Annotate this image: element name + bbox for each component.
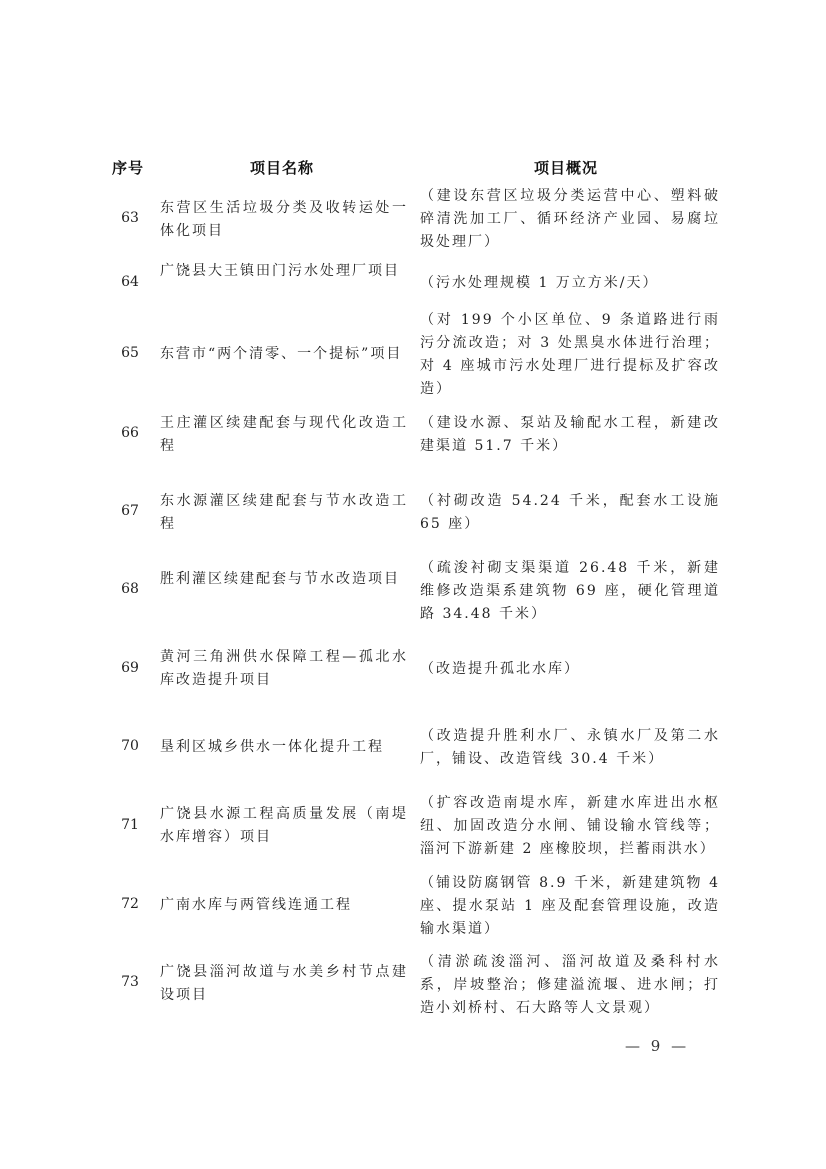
row-seq: 65 [121, 345, 139, 361]
row-desc: （污水处理规模 1 万立方米/天） [420, 275, 659, 291]
row-seq: 71 [121, 817, 139, 833]
row-name: 胜利灌区续建配套与节水改造项目 [160, 571, 400, 587]
row-name: 垦利区城乡供水一体化提升工程 [160, 739, 384, 755]
row-name: 广饶县水源工程高质量发展（南堤水库增容）项目 [160, 806, 408, 845]
row-seq: 70 [121, 738, 139, 754]
row-seq: 67 [121, 503, 139, 519]
row-desc: （扩容改造南堤水库，新建水库进出水枢纽、加固改造分水闸、铺设输水管线等；淄河下游新建 2 座橡胶坝，拦蓄雨洪水） [420, 795, 720, 857]
row-desc: （铺设防腐钢管 8.9 千米，新建建筑物 4 座、提水泵站 1 座及配套管理设施，改造输水渠道） [420, 875, 720, 937]
row-seq: 69 [121, 660, 139, 676]
row-desc: （清淤疏浚淄河、淄河故道及桑科村水系，岸坡整治；修建溢流堰、进水闸；打造小刘桥村、石大路等人文景观） [420, 954, 720, 1016]
row-name: 东水源灌区续建配套与节水改造工程 [160, 493, 408, 532]
row-desc: （建设东营区垃圾分类运营中心、塑料破碎清洗加工厂、循环经济产业园、易腐垃圾处理厂） [420, 188, 720, 250]
row-seq: 64 [121, 274, 139, 290]
row-name: 东营市“两个清零、一个提标”项目 [160, 346, 403, 362]
row-desc: （改造提升孤北水库） [420, 661, 580, 677]
row-seq: 63 [121, 210, 139, 226]
row-name: 王庄灌区续建配套与现代化改造工程 [160, 415, 408, 454]
row-name: 广饶县大王镇田门污水处理厂项目 [160, 263, 400, 279]
header-name: 项目名称 [250, 159, 315, 177]
row-seq: 72 [121, 896, 139, 912]
row-seq: 66 [121, 425, 139, 441]
row-name: 广饶县淄河故道与水美乡村节点建设项目 [160, 964, 408, 1003]
row-desc: （改造提升胜利水厂、永镇水厂及第二水厂，铺设、改造管线 30.4 千米） [420, 728, 720, 767]
row-desc: （建设水源、泵站及输配水工程，新建改建渠道 51.7 千米） [420, 415, 720, 454]
row-seq: 73 [121, 974, 139, 990]
row-name: 广南水库与两管线连通工程 [160, 897, 352, 913]
header-seq: 序号 [112, 159, 145, 177]
row-desc: （疏浚衬砌支渠渠道 26.48 千米，新建维修改造渠系建筑物 69 座，硬化管理道路 34.48 千米） [420, 560, 720, 622]
row-desc: （衬砌改造 54.24 千米，配套水工设施 65 座） [420, 493, 720, 532]
page-number: — 9 — [625, 1037, 690, 1055]
row-desc: （对 199 个小区单位、9 条道路进行雨污分流改造；对 3 处黑臭水体进行治理；对 4 座城市污水处理厂进行提标及扩容改造） [420, 312, 720, 397]
row-seq: 68 [121, 581, 139, 597]
row-name: 黄河三角洲供水保障工程—孤北水库改造提升项目 [160, 649, 408, 688]
row-name: 东营区生活垃圾分类及收转运处一体化项目 [160, 200, 408, 239]
header-desc: 项目概况 [534, 159, 599, 177]
